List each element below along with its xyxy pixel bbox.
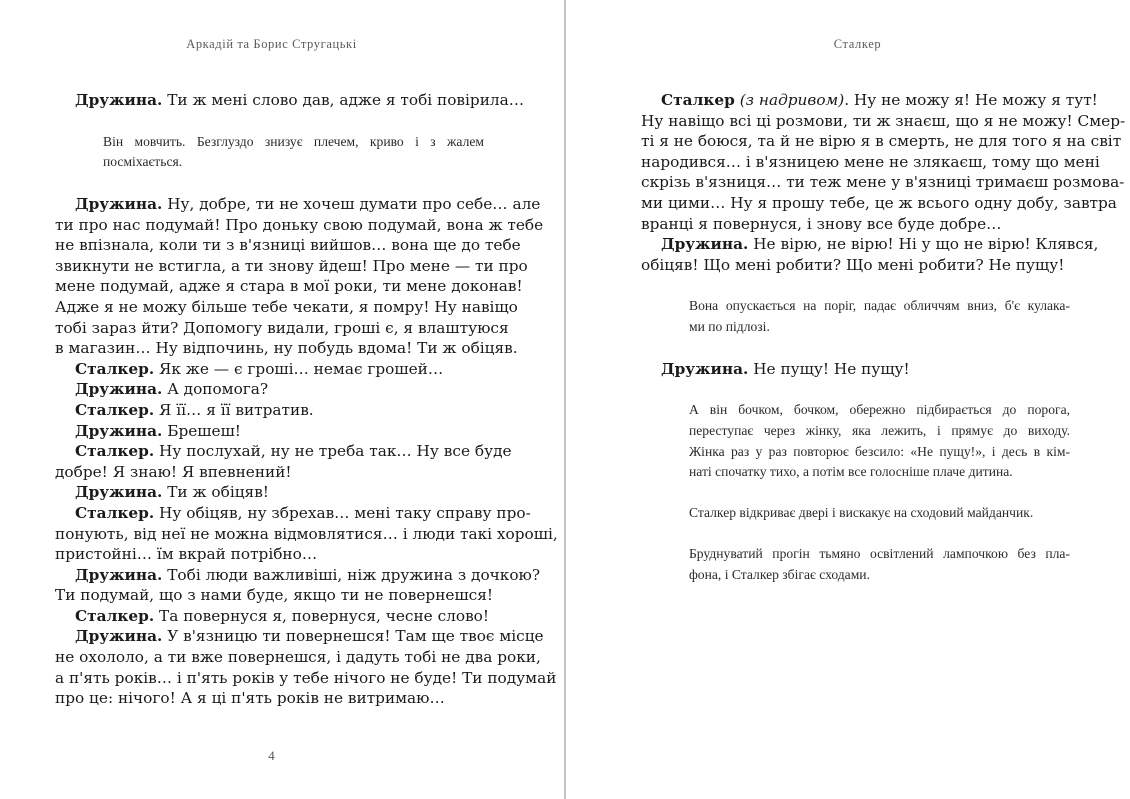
speaker-label: Дружина.: [75, 91, 163, 109]
speaker-label: Дружина.: [75, 421, 163, 440]
dialogue-line: не охололо, а ти вже повернешся, і дадуть тобі не два роки,: [55, 648, 541, 667]
dialogue-line: [55, 359, 488, 380]
dialogue-line: в магазин… Ну відпочинь, ну побудь вдома! Ти ж обіцяв.: [55, 339, 518, 358]
speaker-label: Сталкер.: [75, 442, 155, 461]
dialogue-line: звикнути не встигла, а ти знову йдеш! Про мене — ти про: [55, 256, 528, 275]
dialogue-line: [55, 194, 541, 215]
speaker-label: Сталкер.: [75, 606, 155, 625]
speaker-label: Дружина.: [75, 380, 163, 399]
line-text: Ти ж обіцяв!: [167, 483, 269, 502]
dialogue-line: [55, 606, 488, 627]
stage-line: посміхається.: [103, 154, 183, 170]
stage-line: А він бочком, бочком, обережно підбирається до порога,: [689, 402, 1070, 418]
stage-line: наті спочатку тихо, а потім все голосніше плаче дитина.: [689, 464, 1013, 480]
dialogue-line: понують, від неї не можна відмовлятися… і люди такі хороші,: [55, 524, 558, 543]
dialogue-line: [641, 359, 1074, 380]
stage-line: Бруднуватий прогін тьмяно освітлений лампочкою без пла-: [689, 545, 1070, 561]
dialogue-line: Ти подумай, що з нами буде, якщо ти не повернешся!: [55, 586, 494, 605]
dialogue-line: [55, 400, 488, 421]
stage-line: Жінка раз у раз повторює безсило: «Не пущу!», і десь в кім-: [689, 443, 1070, 459]
stage-line: фона, і Сталкер збігає сходами.: [689, 566, 870, 582]
line-text: У в'язницю ти повернешся! Там ще твоє місце: [167, 627, 544, 646]
dialogue-line: обіцяв! Що мені робити? Що мені робити? Не пущу!: [641, 255, 1065, 274]
speaker-label: Дружина.: [75, 627, 163, 646]
dialogue-line: пристойні… їм вкрай потрібно…: [55, 545, 318, 564]
dialogue-line: Ну навіщо всі ці розмови, ти ж знаєш, що я не можу! Смер-: [641, 111, 1126, 130]
page-number: 4: [268, 748, 275, 763]
line-text: Як же — є гроші… немає грошей…: [159, 359, 444, 378]
line-text: Ну, добре, ти не хочеш думати про себе… але: [167, 195, 541, 213]
stage-direction: [55, 132, 488, 173]
speaker-label: Сталкер: [661, 91, 735, 109]
dialogue-line: ми цими… Ну я прошу тебе, це ж всього одну добу, завтра: [641, 193, 1117, 212]
dialogue-line: [641, 90, 1098, 111]
stage-line: Він мовчить. Безглуздо знизує плечем, криво і з жалем: [103, 133, 484, 149]
dialogue-line: скрізь в'язниця… ти теж мене у в'язниці тримаєш розмова-: [641, 173, 1125, 192]
line-text: Та повернуся я, повернуся, чесне слово!: [159, 606, 490, 625]
dialogue-line: [55, 503, 531, 524]
dialogue-line: ти про нас подумай! Про доньку свою подумай, вона ж тебе: [55, 215, 544, 234]
speaker-label: Дружина.: [75, 483, 163, 502]
dialogue-line: мене подумай, адже я стара в мої роки, ти мене доконав!: [55, 277, 523, 296]
dialogue-line: а п'ять років… і п'ять років у тебе нічого не буде! Ти подумай: [55, 668, 557, 687]
dialogue-line: про це: нічого! А я ці п'ять років не витримаю…: [55, 689, 445, 708]
speaker-label: Дружина.: [661, 359, 749, 378]
line-text: Ну послухай, ну не треба так… Ну все буде: [159, 442, 512, 461]
stage-line: Вона опускається на поріг, падає обличчям вниз, б'є кулака-: [689, 298, 1070, 314]
dialogue-line: [55, 421, 488, 442]
speaker-label: Дружина.: [75, 565, 163, 584]
dialogue-line: [641, 234, 1099, 255]
left-text-block: [55, 90, 558, 709]
dialogue-line: тобі зараз йти? Допомогу видали, гроші є, я влаштуюся: [55, 318, 509, 337]
dialogue-line: [55, 626, 544, 647]
stage-line: Сталкер відкриває двері і вискакує на сходовий майданчик.: [689, 505, 1034, 521]
speaker-label: Дружина.: [75, 195, 163, 213]
line-text: Ну обіцяв, ну збрехав… мені таку справу про-: [159, 503, 531, 522]
dialogue-line: [55, 565, 541, 586]
speaker-label: Дружина.: [661, 235, 749, 254]
dialogue-line: [55, 482, 488, 503]
dialogue-line: Адже я не можу більше тебе чекати, я помру! Ну навіщо: [55, 297, 518, 316]
dialogue-line: [55, 379, 488, 400]
dialogue-line: [55, 441, 512, 462]
line-text: А допомога?: [167, 380, 269, 399]
line-text: Я її… я її витратив.: [159, 400, 314, 419]
speaker-label: Сталкер.: [75, 359, 155, 378]
running-head-title: Сталкер: [833, 37, 882, 51]
dialogue-line: ті я не боюся, та й не вірю я в смерть, не для того я на світ: [641, 132, 1122, 151]
line-text: Не пущу! Не пущу!: [753, 359, 910, 378]
line-text: Брешеш!: [167, 421, 241, 440]
line-text: Ти ж мені слово дав, адже я тобі повірила…: [167, 91, 525, 109]
right-page: [566, 0, 1130, 799]
stage-direction-inline: (з надривом): [739, 91, 845, 109]
stage-line: ми по підлозі.: [689, 319, 770, 335]
line-text: . Ну не можу я! Не можу я тут!: [844, 91, 1098, 109]
dialogue-line: добре! Я знаю! Я впевнений!: [55, 462, 292, 481]
running-head-authors: Аркадій та Борис Стругацькі: [186, 37, 357, 51]
dialogue-line: [55, 90, 525, 111]
right-text-block: [641, 90, 1126, 585]
dialogue-line: народився… і в'язницею мене не злякаєш, тому що мені: [641, 152, 1100, 171]
line-text: Тобі люди важливіші, ніж дружина з дочкою?: [167, 565, 541, 584]
line-text: Не вірю, не вірю! Ні у що не вірю! Клявся,: [753, 235, 1099, 254]
dialogue-line: не впізнала, коли ти з в'язниці вийшов… вона ще до тебе: [55, 236, 521, 255]
speaker-label: Сталкер.: [75, 400, 155, 419]
dialogue-line: вранці я повернуся, і знову все буде добре…: [641, 214, 1002, 233]
stage-direction: [641, 400, 1074, 585]
stage-line: переступає через жінку, яка лежить, і прямує до виходу.: [689, 423, 1070, 439]
stage-direction: [641, 296, 1074, 337]
speaker-label: Сталкер.: [75, 503, 155, 522]
